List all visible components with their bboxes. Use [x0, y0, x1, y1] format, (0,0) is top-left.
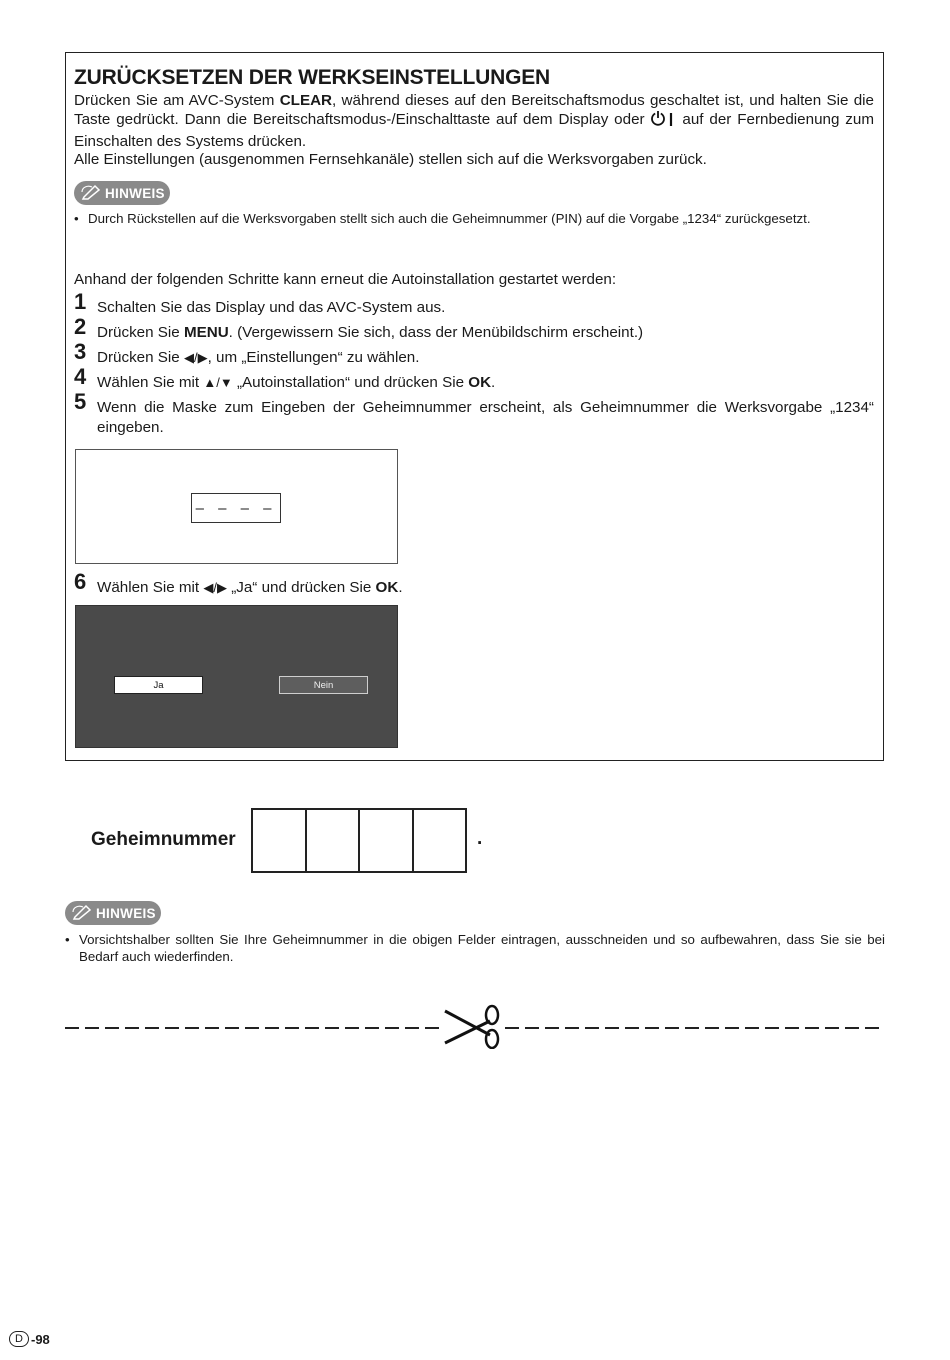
region-badge: D — [9, 1331, 29, 1347]
no-button[interactable]: Nein — [279, 676, 368, 694]
page-footer — [9, 1331, 50, 1347]
step-5: 5 Wenn die Maske zum Eingeben der Geheimnummer erscheint, als Geheimnummer die Werksvorgabe „1234“ eingeben. — [74, 389, 874, 436]
note-keep-pin: • Vorsichtshalber sollten Sie Ihre Geheimnummer in die obigen Felder eintragen, ausschneiden und so aufbewahren, dass Sie sie bei Bedarf auch wiederfinden. — [65, 932, 885, 964]
cut-line — [65, 1003, 885, 1049]
pin-cell — [307, 810, 361, 871]
left-right-arrows-icon: ◀/▶ — [183, 350, 208, 365]
pin-card-grid — [251, 808, 467, 873]
power-icon — [650, 110, 676, 132]
hinweis-badge: HINWEIS — [65, 901, 161, 925]
pencil-icon — [80, 184, 105, 203]
step-6: 6 Wählen Sie mit ◀/▶ „Ja“ und drücken Sie OK. — [74, 569, 403, 596]
section-title: ZURÜCKSETZEN DER WERKSEINSTELLUNGEN — [74, 66, 551, 89]
step-4: 4 Wählen Sie mit ▲/▼ „Autoinstallation“ und drücken Sie OK. — [74, 364, 496, 391]
ok-key: OK — [375, 579, 399, 596]
pin-cell — [253, 810, 307, 871]
pin-input[interactable]: – – – – — [191, 493, 281, 523]
pin-card-dot: . — [477, 828, 483, 849]
step-3: 3 Drücken Sie ◀/▶, um „Einstellungen“ zu wählen. — [74, 339, 420, 366]
pin-card-label: Geheimnummer — [91, 829, 236, 850]
up-down-arrows-icon: ▲/▼ — [203, 375, 233, 390]
pin-cell — [360, 810, 414, 871]
step-2: 2 Drücken Sie MENU. (Vergewissern Sie sich, dass der Menübildschirm erscheint.) — [74, 314, 644, 341]
clear-key: CLEAR — [279, 92, 333, 109]
left-right-arrows-icon: ◀/▶ — [203, 580, 227, 595]
scissors-icon — [445, 1006, 498, 1048]
step-1: 1 Schalten Sie das Display und das AVC-System aus. — [74, 289, 446, 316]
pencil-icon — [71, 904, 96, 923]
menu-key: MENU — [183, 324, 229, 341]
steps-lead: Anhand der folgenden Schritte kann erneut die Autoinstallation gestartet werden: — [74, 271, 617, 288]
ok-key: OK — [468, 374, 492, 391]
pin-cell — [414, 810, 466, 871]
page-number: -98 — [31, 1331, 50, 1347]
hinweis-badge: HINWEIS — [74, 181, 170, 205]
note-pin-reset: • Durch Rückstellen auf die Werksvorgaben stellt sich auch die Geheimnummer (PIN) auf die Vorgabe „1234“ zurückgesetzt. — [74, 211, 811, 226]
intro-text: Drücken Sie am AVC-System CLEAR, während dieses auf den Bereitschaftsmodus geschaltet ist, und halten Sie die Taste gedrückt. Dann die Bereitschaftsmodus-/Einschalttaste auf dem Display oder auf der Fernbedienung zum Einschalten des Systems drücken. Alle Einstellungen (ausgenommen Fernsehkanäle) stellen sich auf die Werksvorgaben zurück. — [74, 92, 875, 168]
yes-button[interactable]: Ja — [114, 676, 203, 694]
